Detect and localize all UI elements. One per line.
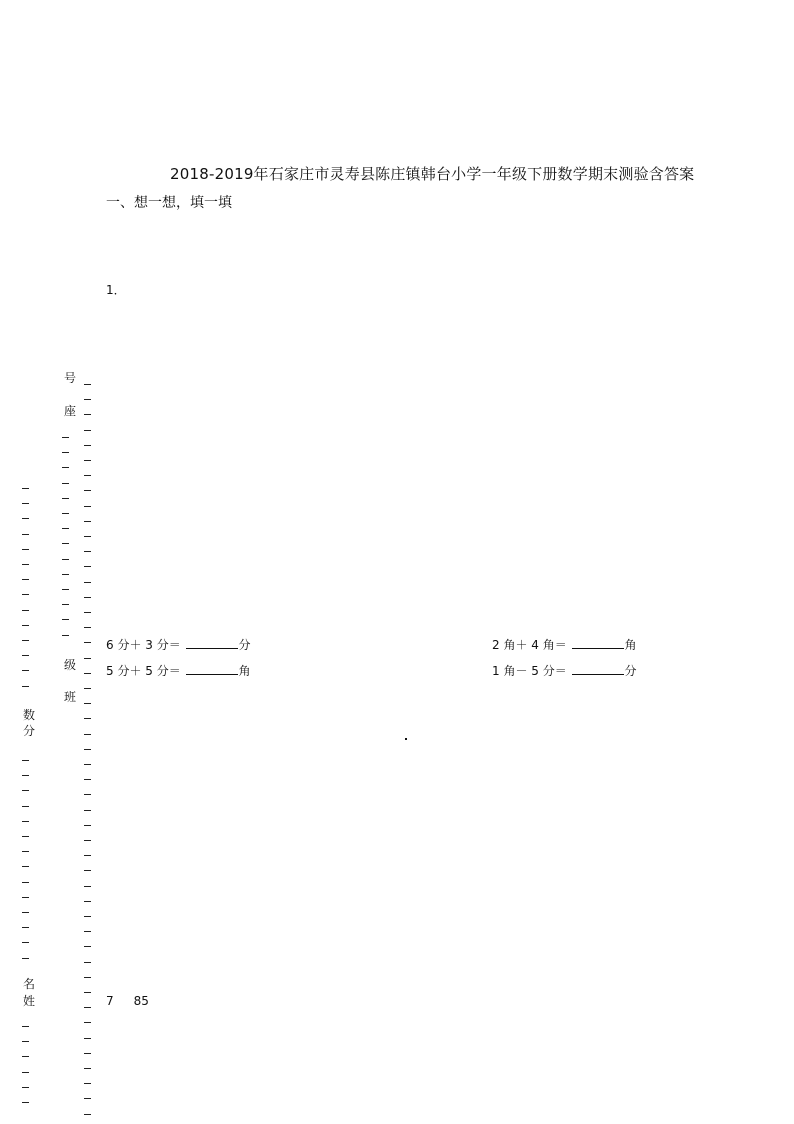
cut-dash: [84, 1038, 91, 1039]
cut-dash: [22, 958, 29, 959]
cut-dash: [62, 543, 69, 544]
cut-dash: [84, 506, 91, 507]
cut-dash: [22, 1026, 29, 1027]
stray-numbers: [106, 994, 149, 1008]
cut-dash: [84, 855, 91, 856]
cut-dash: [84, 1114, 91, 1115]
score-label-2: 分: [23, 724, 36, 738]
equation-row: [106, 636, 251, 653]
cut-dash: [22, 610, 29, 611]
cut-dash: [22, 1041, 29, 1042]
cut-dash: [22, 518, 29, 519]
cut-dash: [84, 840, 91, 841]
cut-dash: [62, 635, 69, 636]
cut-dash: [22, 897, 29, 898]
cut-dash: [62, 559, 69, 560]
cut-dash: [62, 437, 69, 438]
cut-dash: [22, 1056, 29, 1057]
cut-dash: [22, 851, 29, 852]
cut-dash: [84, 551, 91, 552]
cut-dash: [62, 452, 69, 453]
cut-dash: [62, 619, 69, 620]
cut-dash: [84, 810, 91, 811]
cut-dash: [84, 414, 91, 415]
cut-dash: [84, 962, 91, 963]
cut-dash: [22, 549, 29, 550]
answer-blank[interactable]: [572, 637, 624, 649]
cut-dash: [22, 503, 29, 504]
cut-dash: [22, 686, 29, 687]
cut-dash: [84, 794, 91, 795]
cut-dash: [22, 1072, 29, 1073]
score-label-1: 数: [23, 708, 36, 722]
cut-dash: [84, 992, 91, 993]
cut-dash: [22, 790, 29, 791]
cut-dash: [22, 670, 29, 671]
equation-unit: 角: [624, 638, 637, 652]
equation-text: 5 分＋ 5 分＝: [106, 664, 181, 678]
equation-row: [492, 662, 637, 679]
cut-dash: [22, 927, 29, 928]
equation-row: [106, 662, 251, 679]
cut-dash: [84, 521, 91, 522]
cut-dash: [22, 640, 29, 641]
cut-dash: [22, 594, 29, 595]
cut-dash: [84, 384, 91, 385]
equation-row: [492, 636, 637, 653]
cut-dash: [84, 673, 91, 674]
cut-dash: [84, 977, 91, 978]
seat-label-2: 座: [64, 404, 77, 418]
cut-dash: [84, 536, 91, 537]
cut-dash: [22, 564, 29, 565]
cut-dash: [84, 1022, 91, 1023]
cut-dash: [62, 589, 69, 590]
cut-dash: [84, 627, 91, 628]
cut-dash: [22, 534, 29, 535]
cut-dash: [22, 1087, 29, 1088]
cut-dash: [84, 430, 91, 431]
cut-dash: [62, 483, 69, 484]
cut-dash: [84, 779, 91, 780]
cut-dash: [84, 642, 91, 643]
stray-number: 7: [106, 994, 114, 1008]
cut-dash: [84, 886, 91, 887]
cut-dash: [84, 870, 91, 871]
equation-unit: 分: [624, 664, 637, 678]
stray-number: 85: [133, 994, 149, 1008]
cut-dash: [84, 490, 91, 491]
cut-dash: [84, 1083, 91, 1084]
cut-dash: [62, 498, 69, 499]
stray-mark: [405, 738, 407, 740]
class-label-1: 级: [64, 658, 77, 672]
cut-dash: [84, 399, 91, 400]
cut-dash: [22, 1102, 29, 1103]
cut-dash: [84, 475, 91, 476]
cut-dash: [22, 821, 29, 822]
cut-dash: [22, 488, 29, 489]
cut-dash: [22, 836, 29, 837]
equation-unit: 角: [238, 664, 251, 678]
cut-dash: [84, 1007, 91, 1008]
equation-text: 6 分＋ 3 分＝: [106, 638, 181, 652]
cut-dash: [84, 946, 91, 947]
cut-dash: [84, 688, 91, 689]
cut-dash: [84, 703, 91, 704]
cut-dash: [22, 625, 29, 626]
cut-dash: [84, 1068, 91, 1069]
cut-dash: [62, 528, 69, 529]
equation-unit: 分: [238, 638, 251, 652]
answer-blank[interactable]: [186, 663, 238, 675]
cut-dash: [84, 445, 91, 446]
section-heading: 一、想一想，填一填: [106, 195, 232, 211]
cut-dash: [62, 467, 69, 468]
cut-dash: [84, 597, 91, 598]
cut-dash: [22, 942, 29, 943]
name-label-2: 姓: [23, 994, 36, 1008]
cut-dash: [22, 912, 29, 913]
cut-dash: [84, 901, 91, 902]
cut-dash: [84, 582, 91, 583]
cut-dash: [22, 882, 29, 883]
page-title: 2018-2019年石家庄市灵寿县陈庄镇韩台小学一年级下册数学期末测验含答案: [170, 165, 695, 183]
cut-dash: [84, 566, 91, 567]
seat-label-1: 号: [64, 371, 77, 385]
cut-dash: [22, 655, 29, 656]
cut-dash: [84, 718, 91, 719]
equation-text: 2 角＋ 4 角＝: [492, 638, 567, 652]
cut-dash: [62, 513, 69, 514]
cut-dash: [22, 866, 29, 867]
cut-dash: [62, 574, 69, 575]
cut-dash: [62, 604, 69, 605]
equation-text: 1 角－ 5 分＝: [492, 664, 567, 678]
cut-dash: [22, 579, 29, 580]
cut-dash: [84, 658, 91, 659]
cut-dash: [84, 764, 91, 765]
question-number: 1．: [106, 283, 126, 297]
name-label-1: 名: [23, 977, 36, 991]
class-label-2: 班: [64, 690, 77, 704]
cut-dash: [22, 775, 29, 776]
cut-dash: [22, 760, 29, 761]
cut-dash: [84, 612, 91, 613]
cut-dash: [22, 806, 29, 807]
cut-dash: [84, 825, 91, 826]
cut-dash: [84, 1098, 91, 1099]
cut-dash: [84, 931, 91, 932]
answer-blank[interactable]: [572, 663, 624, 675]
cut-dash: [84, 749, 91, 750]
cut-dash: [84, 1053, 91, 1054]
answer-blank[interactable]: [186, 637, 238, 649]
cut-dash: [84, 734, 91, 735]
cut-dash: [84, 916, 91, 917]
cut-dash: [84, 460, 91, 461]
